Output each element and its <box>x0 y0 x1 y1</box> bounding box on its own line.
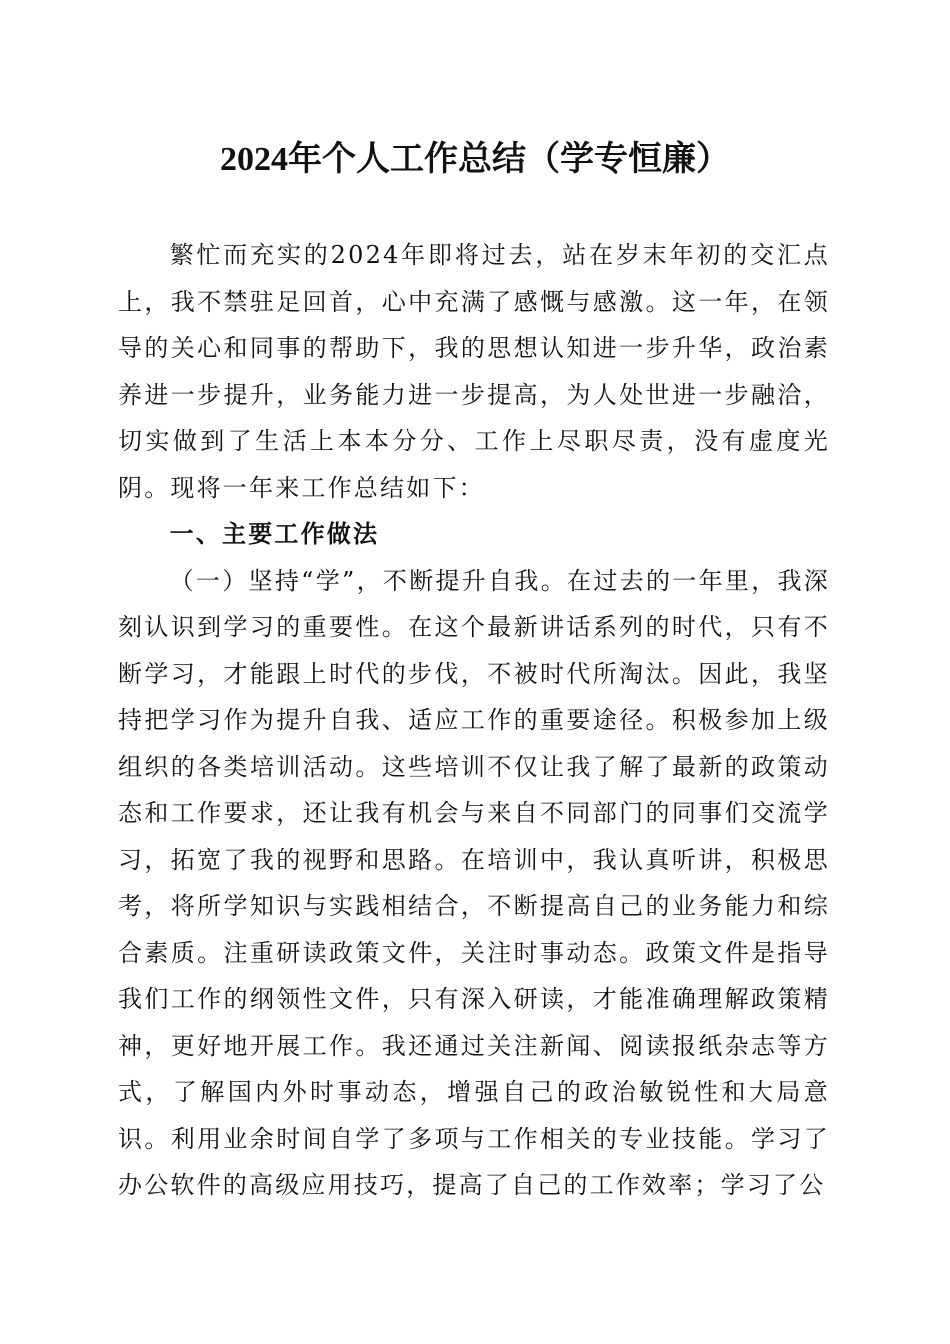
subsection-body: 在过去的一年里，我深刻认识到学习的重要性。在这个最新讲话系列的时代，只有不断学习，才能跟上时代的步伐，不被时代所淘汰。因此，我坚持把学习作为提升自我、适应工作的重要途径。积极参加上级组织的各类培训活动。这些培训不仅让我了解了最新的政策动态和工作要求，还让我有机会与来自不同部门的同事们交流学习，拓宽了我的视野和思路。在培训中，我认真听讲，积极思考，将所学知识与实践相结合，不断提高自己的业务能力和综合素质。注重研读政策文件，关注时事动态。政策文件是指导我们工作的纲领性文件，只有深入研读，才能准确理解政策精神，更好地开展工作。我还通过关注新闻、阅读报纸杂志等方式，了解国内外时事动态，增强自己的政治敏锐性和大局意识。利用业余时间自学了多项与工作相关的专业技能。学习了办公软件的高级应用技巧，提高了自己的工作效率；学习了公 <box>118 566 831 1199</box>
subsection-heading: （一）坚持“学”，不断提升自我。 <box>169 566 568 595</box>
document-title: 2024年个人工作总结（学专恒廉） <box>220 141 730 178</box>
intro-paragraph: 繁忙而充实的2024年即将过去，站在岁末年初的交汇点上，我不禁驻足回首，心中充满了感慨与感激。这一年，在领导的关心和同事的帮助下，我的思想认知进一步升华，政治素养进一步提升，业务能力进一步提高，为人处世进一步融洽，切实做到了生活上本本分分、工作上尽职尽责，没有虚度光阴。现将一年来工作总结如下： <box>118 241 830 502</box>
document-body <box>118 232 830 1209</box>
section-heading: 一、主要工作做法 <box>169 520 380 548</box>
subsection-paragraph <box>118 558 830 1209</box>
